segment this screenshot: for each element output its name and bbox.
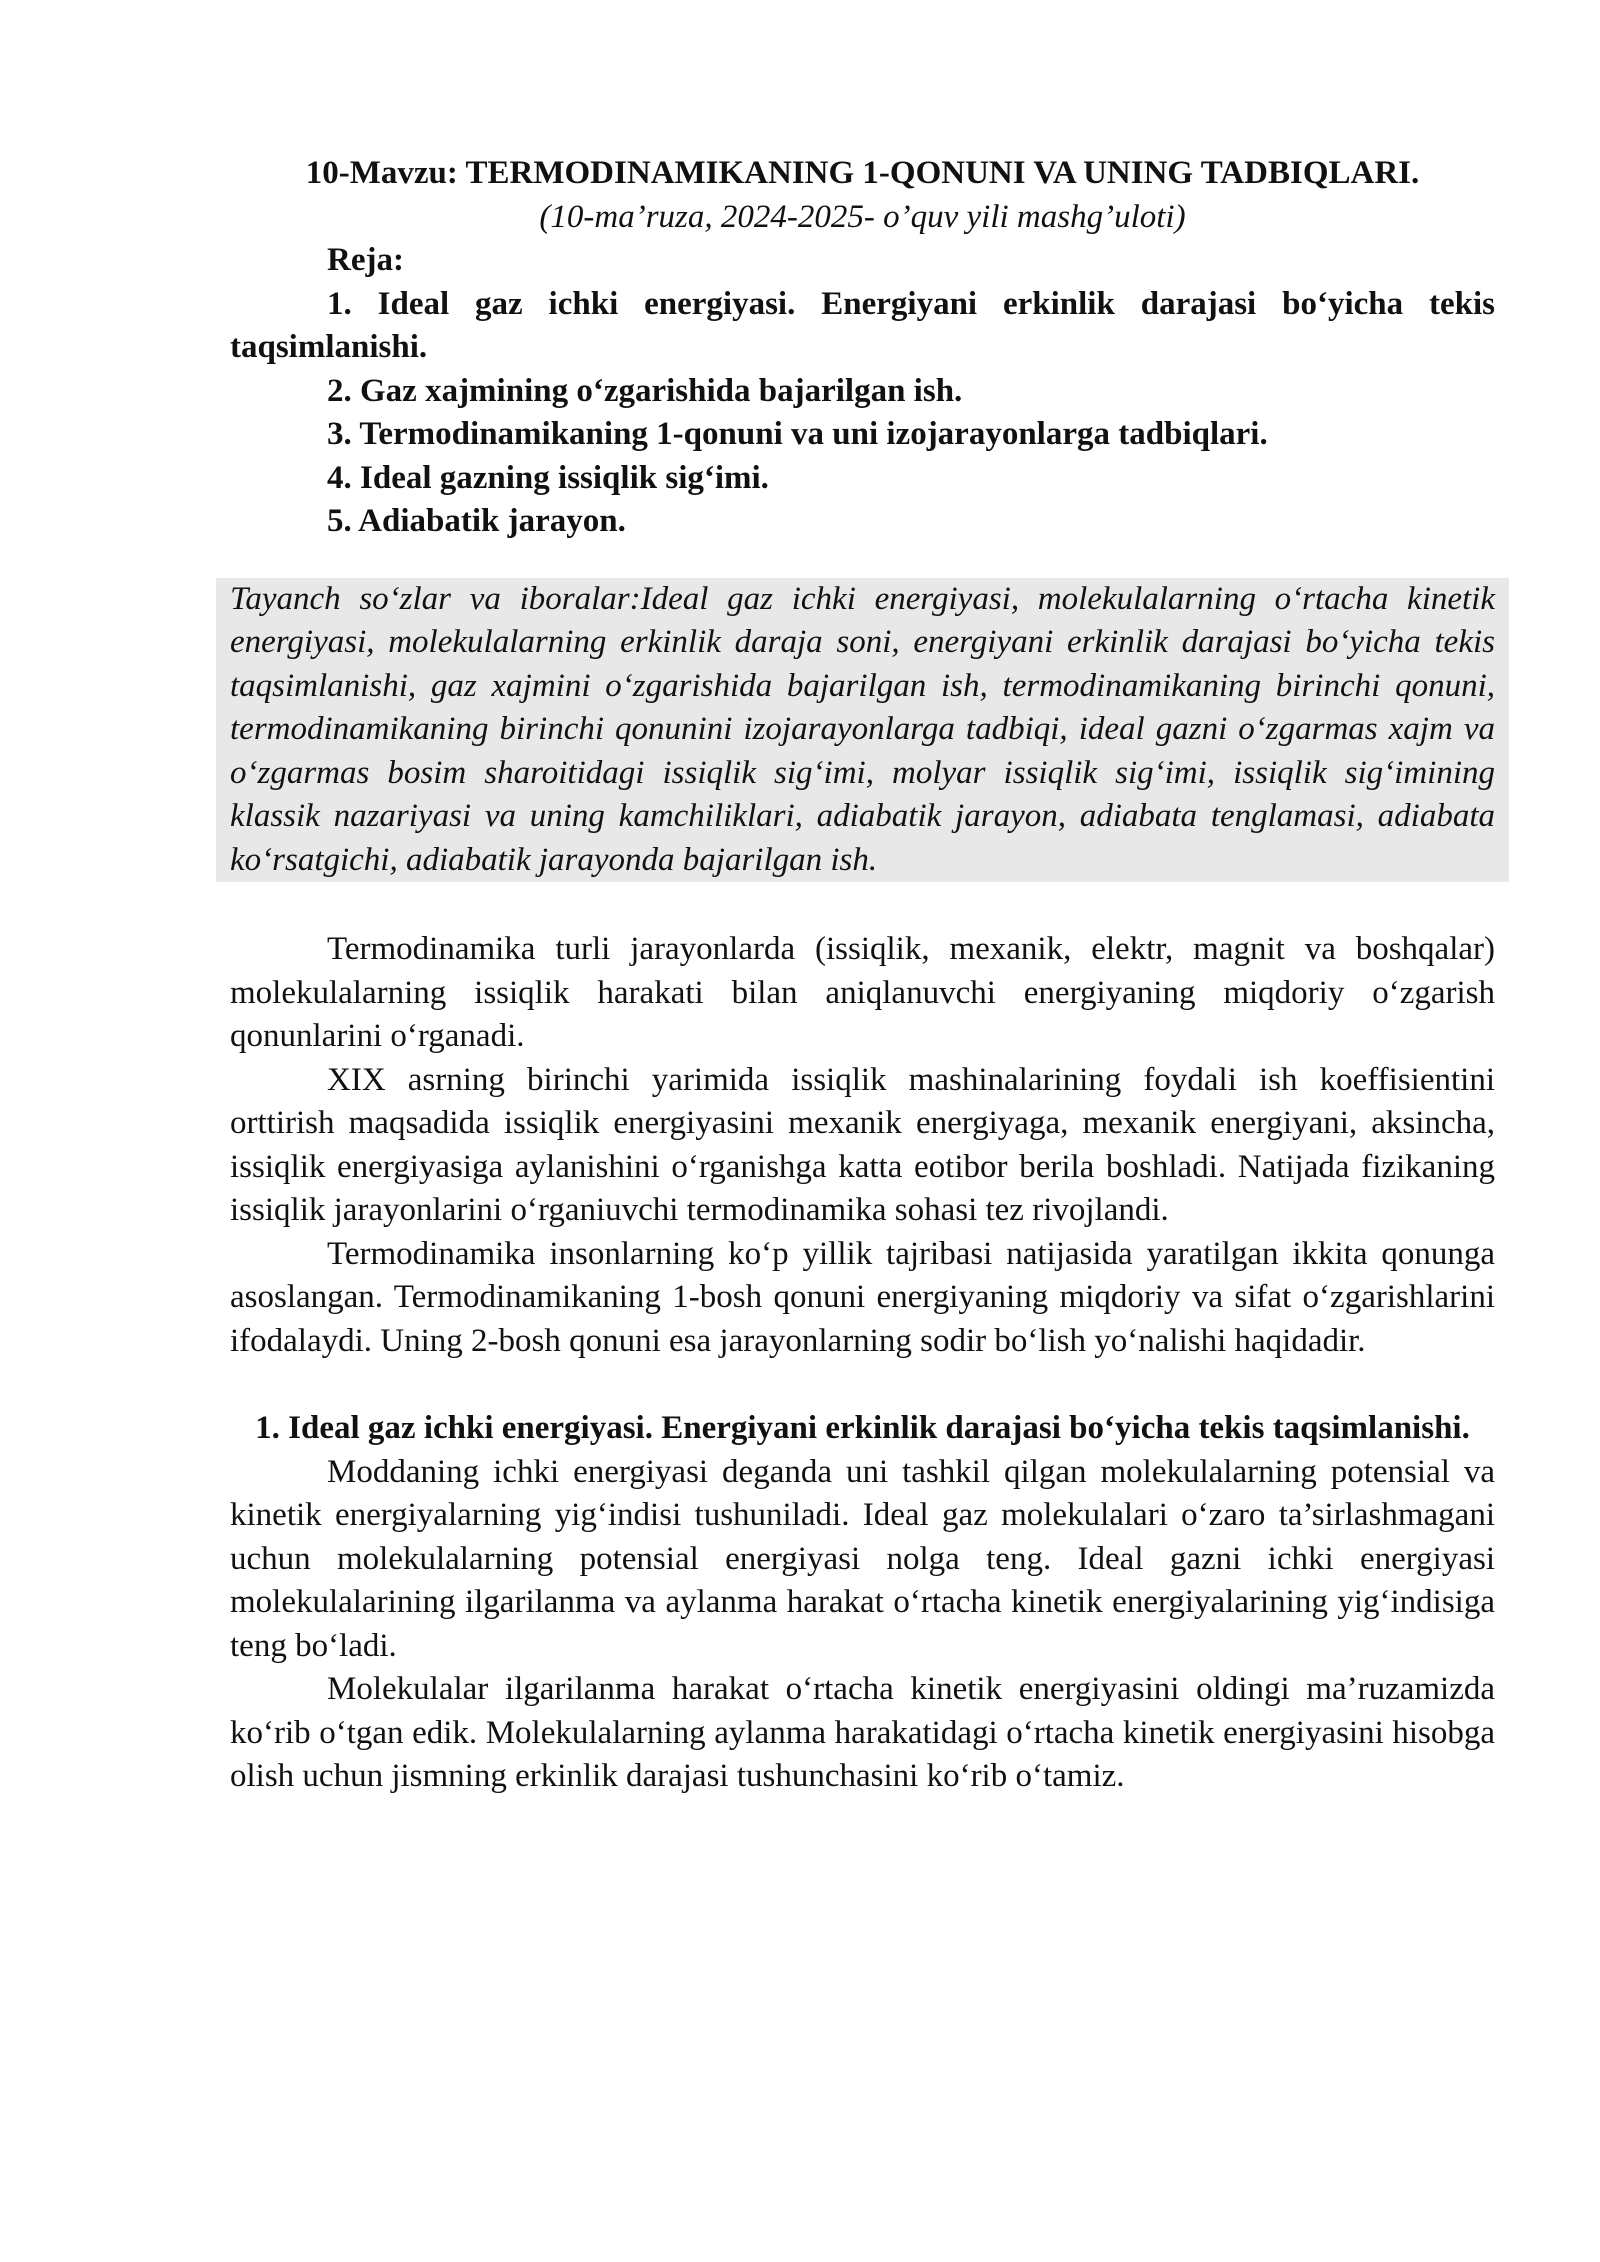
plan-label: Reja:: [327, 242, 404, 278]
section-paragraph: Moddaning ichki energiyasi deganda uni tashkil qilgan molekulalarning potensial va kinetik energiyalarning yig‘indisi tushuniladi. Ideal gaz molekulalari o‘zaro ta’sirlashmagani uchun molekulalarning potensial energiyasi nolga teng. Ideal gazni ichki energiyasi molekulalarining ilgarilanma va aylanma harakat o‘rtacha kinetik energiyalarining yig‘indisiga teng bo‘ladi.: [230, 1453, 1495, 1664]
plan-item: 1. Ideal gaz ichki energiyasi. Energiyani erkinlik darajasi bo‘yicha tekis taqsimlanishi.: [230, 285, 1495, 365]
plan-item: 4. Ideal gazning issiqlik sig‘imi.: [327, 459, 769, 496]
plan-item: 2. Gaz xajmining o‘zgarishida bajarilgan ish.: [327, 372, 963, 409]
plan-item: 3. Termodinamikaning 1-qonuni va uni izojarayonlarga tadbiqlari.: [327, 416, 1268, 452]
intro-paragraph: XIX asrning birinchi yarimida issiqlik mashinalarining foydali ish koeffisientini orttirish maqsadida issiqlik energiyasini mexanik energiyaga, mexanik energiyani, aksincha, issiqlik energiyasiga aylanishini o‘rganishga katta eotibor berila boshladi. Natijada fizikaning issiqlik jarayonlarini o‘rganiuvchi termodinamika sohasi tez rivojlandi.: [230, 1061, 1495, 1228]
keywords-box: Tayanch so‘zlar va iboralar:Ideal gaz ichki energiyasi, molekulalarning o‘rtacha kinetik energiyasi, molekulalarning erkinlik daraja soni, energiyani erkinlik darajasi bo‘yicha tekis taqsimlanishi, gaz xajmini o‘zgarishida bajarilgan ish, termodinamikaning birinchi qonuni, termodinamikaning birinchi qonunini izojarayonlarga tadbiqi, ideal gazni o‘zgarmas xajm va o‘zgarmas bosim sharoitidagi issiqlik sig‘imi, molyar issiqlik sig‘imi, issiqlik sig‘imining klassik nazariyasi va uning kamchiliklari, adiabatik jarayon, adiabata tenglamasi, adiabata ko‘rsatgichi, adiabatik jarayonda bajarilgan ish.: [216, 578, 1509, 883]
section-heading: 1. Ideal gaz ichki energiyasi. Energiyani erkinlik darajasi bo‘yicha tekis taqsimlanishi.: [255, 1410, 1470, 1446]
section-paragraph: Molekulalar ilgarilanma harakat o‘rtacha kinetik energiyasini oldingi ma’ruzamizda ko‘rib o‘tgan edik. Molekulalarning aylanma harakatidagi o‘rtacha kinetik energiyasini hisobga olish uchun jismning erkinlik darajasi tushunchasini ko‘rib o‘tamiz.: [230, 1671, 1495, 1794]
page-title: 10-Mavzu: TERMODINAMIKANING 1-QONUNI VA UNING TADBIQLARI.: [305, 155, 1420, 191]
intro-paragraph: Termodinamika insonlarning ko‘p yillik tajribasi natijasida yaratilgan ikkita qonunga asoslangan. Termodinamikaning 1-bosh qonuni energiyaning miqdoriy va sifat o‘zgarishlarini ifodalaydi. Uning 2-bosh qonuni esa jarayonlarning sodir bo‘lish yo‘nalishi haqidadir.: [230, 1235, 1495, 1359]
document-page: [230, 152, 1495, 1799]
intro-paragraph: Termodinamika turli jarayonlarda (issiqlik, mexanik, elektr, magnit va boshqalar) molekulalarning issiqlik harakati bilan aniqlanuvchi energiyaning miqdoriy o‘zgarish qonunlarini o‘rganadi.: [230, 931, 1495, 1054]
lecture-subtitle: (10-ma’ruza, 2024-2025- o’quv yili mashg’uloti): [539, 198, 1186, 235]
plan-item: 5. Adiabatik jarayon.: [327, 503, 626, 539]
